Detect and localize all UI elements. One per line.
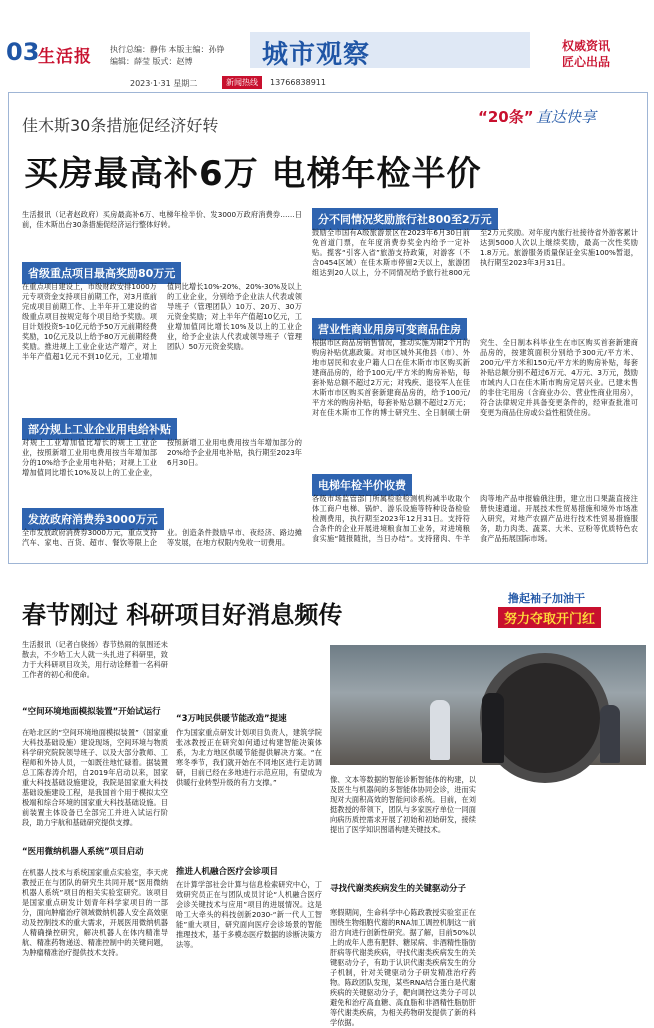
staff-line-1: 执行总编：静伟 本版主编：孙铮 — [110, 45, 225, 54]
bottom-text-1: 在哈北区的“空间环境地面模拟装置”（国家重大科技基础设施）建设现场，空间环境与物质科学研究院院领导班子、以及大部分教师、工程师和外协人员，一如既往地忙碌着。据装置总工陈春涛介绍，自2019年启动以来，国家重大科技基础设施建设，我院是国家重大科技基础设施建设工程，是我国首个用于模拟太空极端和综合环境的国家重大科技基础设施。目前装置主体设备已全部完工并进入试运行阶段，助力宇航和基础研究提供支撑。 — [22, 728, 168, 827]
section-head-2: 部分规上工业企业用电给补贴 — [22, 418, 177, 440]
tag-red: “20条” — [478, 108, 534, 126]
tag-blue: 直达快享 — [536, 108, 597, 126]
photo-person-3 — [600, 705, 620, 763]
hotline-label: 新闻热线 — [222, 76, 262, 89]
section-text-2: 对规上工业增加值比增长的规上工业企业，按照新增工业用电费用按当年增加部分的10%给予企业用电补贴；对规上工业增加值同比增长10%及以上的工业企业，按照新增工业用电费用按当年增加部分的20%给予企业用电补贴，执行期至2023年6月30日。 — [22, 438, 302, 477]
section-text-3: 全市发放政府消费券3000万元，重点支持汽车、家电、百货、超市、餐饮等限上企业。创造条件鼓励早市、夜经济、路边摊等发展，在地方权限内免收一切费用。 — [22, 528, 302, 547]
bottom-lead: 生活报讯（记者白骁扬）春节热闹的氛围还未散去，不少哈工大人就一头扎进了科研里，致力于大科研项目攻关，用行动诠释着一名科研工作者的初心和使命。 — [22, 640, 168, 679]
section-head-4: 分不同情况奖励旅行社800至2万元 — [312, 208, 498, 230]
photo-person-2 — [482, 693, 504, 763]
bottom-text-3: 作为国家重点研发计划项目负责人，建筑学院张冰教授正在研究如何通过构建智能决策体系，为北方地区供暖节能提供解决方案。“在寒冬季节，我们就开始在不同地区进行走访调研，目前已经在多地进行示范应用，有望成为供暖行业转型升级的有力支撑。” — [176, 728, 322, 787]
bottom-text-2: 在机器人技术与系统国家重点实验室，李天虎教授正在与团队的研究生共同开展“医用微纳机器人系统”项目的相关实验室研究。该项目是国家重点研发计划青年科学家项目的一部分，面向肿瘤治疗领域微纳机器人安全高效驱动及控制技术的重大需求，开展医用微纳机器人精确操控研究，解决机器人在体内精准导航、精准药物递送、精准控制中的关键问题，为肿瘤精准治疗提供技术支持。 — [22, 868, 168, 957]
slogan-line-2: 匠心出品 — [562, 55, 611, 69]
staff-credits — [110, 44, 225, 68]
bottom-sub-1: “空间环境地面模拟装置”开始试运行 — [22, 707, 161, 717]
bottom-sub-5: 寻找代谢类疾病发生的关键驱动分子 — [330, 884, 467, 894]
section-head-5: 营业性商业用房可变商品住房 — [312, 318, 467, 340]
section-text-4: 鼓励全市国有A级旅游景区在2023年6月30日前免首道门票，在年度消费券奖金内给予一定补贴。揽客“引客入省”旅游支持政策，对游客（不含0454区域）在佳木斯市停留2天以上，旅游团组达到20人以上，分不同情况给予旅行社800元至2万元奖励。对年度内旅行社接待省外游客累计达到5000人次以上继续奖励，最高一次性奖励1.8万元。旅游服务质量保证金实施100%暂退，执行期至2023年3月31日。 — [312, 228, 638, 277]
top-headline: 买房最高补6万 电梯年检半价 — [24, 154, 482, 194]
section-head-1: 省级重点项目最高奖励80万元 — [22, 262, 181, 284]
bottom-text-4: 在计算学部社会计算与信息检索研究中心，丁效研究员正在与团队成员讨论“人机融合医疗会诊关键技术与应用”项目的进展情况。这是哈工大牵头的科技创新2030-“新一代人工智能”重大项目，研究面向医疗会诊场景的智能推理技术，基于多模态医疗数据的诊断决策方法等。 — [176, 880, 322, 949]
staff-line-2: 编辑：薛莹 版式：赵博 — [110, 57, 193, 66]
bottom-text-5: 像、文本等数据的智能诊断智能体的构建，以及医生与机器间的多智能体协同会诊，进而实现对大面积高效的智能问诊系统。目前，在刘挺教授的带领下，团队与多家医疗单位一同面向病历质控需求开展了初始和初始研发，接续提出了医学知识图谱构建关键技术。 — [330, 775, 476, 834]
bottom-sub-3: “3万吨民供暖节能改造”提速 — [176, 714, 287, 724]
section-text-1: 在重点项目建设上，市级财政安排1000万元专项资金支持项目前期工作，对3月底前完成项目前期工作、上半年开工建设的省级重点项目按规定每个项目给予奖励。项目计划投资5-10亿元给予50万元前期经费奖励，10亿元及以上给予80万元前期经费奖励。推进规上工业企业达产增产，对上半年产值超1亿元不到10亿元，工业增加值同比增长10%-20%、20%-30%及以上的工业企业，分别给予企业法人代表或领导班子（管理团队）10万、20万、30万元资金奖励；对上半年产值超10亿元，工业增加值同比增长10%及以上的工业企业，给予企业法人代表或领导班子（管理团队）50万元资金奖励。 — [22, 282, 302, 361]
badge-line-2: 努力夺取开门红 — [498, 607, 601, 628]
top-kicker: 佳木斯30条措施促经济好转 — [22, 116, 219, 135]
masthead — [0, 0, 654, 70]
photo-person-1 — [430, 700, 450, 760]
page-number: 03 — [6, 38, 40, 66]
bottom-sub-2: “医用微纳机器人系统”项目启动 — [22, 847, 144, 857]
section-text-6: 各级市场监管部门所属检验检测机构减半收取个体工商户电梯、锅炉、游乐设施等特种设备检验检测费用，执行期至2023年12月31日。支持符合条件的企业开展进境粮食加工业务，对进境粮食实施“随报随批，当日办结”。支持猪肉、牛羊肉等地产品申报输俄注册，建立出口果蔬直接注册快速通道。开展技术性贸易措施和境外市场准入研究，对地产农副产品进行技术性贸易措施服务，助力肉类、蔬菜、大米、豆粉等优质特色农食产品拓展国际市场。 — [312, 494, 638, 543]
hotline-number: 13766838911 — [270, 78, 326, 87]
section-head-6: 电梯年检半价收费 — [312, 474, 412, 496]
paper-name: 生活报 — [38, 47, 92, 67]
bottom-sub-4: 推进人机融合医疗会诊项目 — [176, 867, 279, 877]
badge-line-1: 撸起袖子加油干 — [508, 592, 585, 605]
bottom-text-6: 寒假期间，生命科学中心陈政教授实验室正在围绕生物细胞代谢的RNA加工调控机制这一前沿方向进行创新性研究。据了解，目前50%以上的成年人患有肥胖、糖尿病、非酒精性脂肪肝病等代谢类疾病，寻找代谢类疾病发生的关键驱动分子，有助于认识代谢类疾病发生的分子机制，针对关键驱动分子研发精准治疗药物。陈政团队发现，某些RNA结合蛋白是代谢疾病的关键驱动分子，靶向调控这类分子可以避免和治疗高血糖、高血脂和非酒精性脂肪肝等代谢类疾病，为相关药物研发提供了新的科学依据。 — [330, 908, 476, 1027]
research-photo — [330, 645, 646, 765]
date: 2023·1·31 星期二 — [130, 79, 198, 88]
section-head-3: 发放政府消费券3000万元 — [22, 508, 164, 530]
top-lead: 生活报讯（记者赵政府）买房最高补6万、电梯年检半价、发3000万政府消费券……日前，佳木斯出台30条措施促经济运行整体好转。 — [22, 210, 302, 229]
section-banner: 城市观察 — [262, 40, 371, 70]
section-text-5: 根据市区商品房销售情况，推动实施为期2个月的购房补贴优惠政策。对市区城外其他县（市）、外地市居民和农业户籍人口在佳木斯市市区购买新建商品房的，给予100元/平方米的购房补贴，每套补贴总额不超过2万元；对残疾、退役军人在佳木斯市市区购买首套新建商品房的，给予100元/平方米的购房补贴，每套补贴总额不超过2万元；对在佳木斯市工作的博士研究生、全日制硕士研究生、全日制本科毕业生在市区购买首套新建商品房的，按建筑面积分别给予300元/平方米、200元/平方米和150元/平方米的购房补贴，每套补贴总额分别不超过6万元、4万元、3万元，鼓励市域内人口在佳木斯市购房定居兴业。已建未售的非住宅用房（含商业办公、营业性商业用房），符合法律规定并具备变更条件的，经审查批准可变更为商品住房或公益性租赁住房。 — [312, 338, 638, 417]
slogan — [562, 38, 610, 70]
bottom-headline: 春节刚过 科研项目好消息频传 — [22, 601, 343, 629]
slogan-line-1: 权威资讯 — [562, 39, 611, 53]
